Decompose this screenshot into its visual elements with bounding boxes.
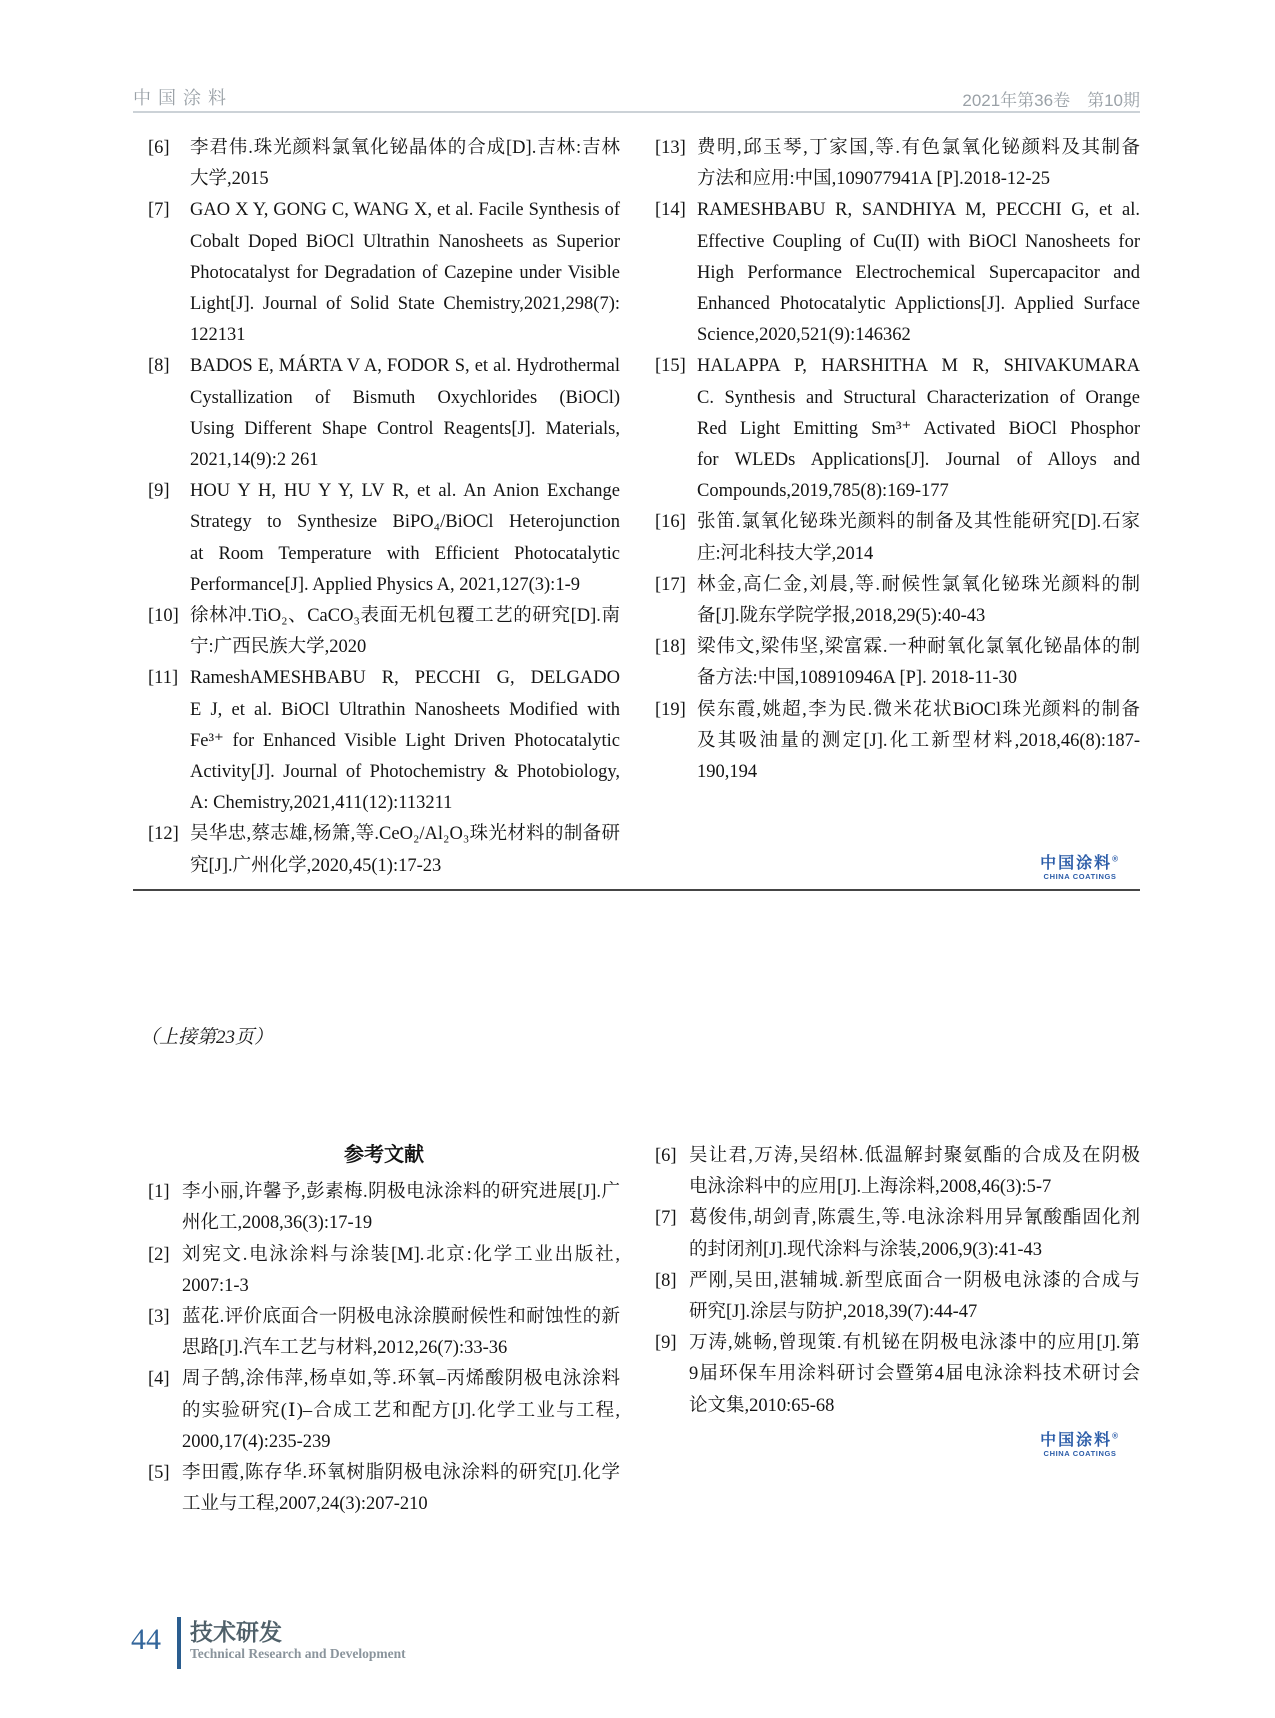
reference-line: 大学,2015 xyxy=(190,169,269,190)
reference-text xyxy=(190,601,620,663)
reference-line: HALAPPA P, HARSHITHA M R, SHIVAKUMARA xyxy=(697,356,1140,377)
reference-line: RAMESHBABU R, SANDHIYA M, PECCHI G, et al. xyxy=(697,200,1140,221)
reference-line: 备[J].陇东学院学报,2018,29(5):40-43 xyxy=(697,606,986,627)
reference-line: RameshAMESHBABU R, PECCHI G, DELGADO xyxy=(190,668,620,689)
reference-line: Performance[J]. Applied Physics A, 2021,127(3):1-9 xyxy=(190,574,580,595)
reference-line: 费明,邱玉琴,丁家国,等.有色氯氧化铋颜料及其制备 xyxy=(697,138,1140,158)
reference-item xyxy=(655,351,1140,507)
reference-line: Effective Coupling of Cu(II) with BiOCl Nanosheets for xyxy=(697,231,1140,252)
reference-number: [17] xyxy=(655,574,686,595)
reference-line: Photocatalyst for Degradation of Cazepine under Visible xyxy=(190,262,620,283)
reference-number: [7] xyxy=(655,1208,677,1229)
reference-line: 李小丽,许馨予,彭素梅.阴极电泳涂料的研究进展[J].广 xyxy=(182,1182,620,1203)
reference-line: Red Light Emitting Sm³⁺ Activated BiOCl Phosphor xyxy=(697,418,1140,439)
reference-item xyxy=(148,819,620,881)
reference-line: GAO X Y, GONG C, WANG X, et al. Facile Synthesis of xyxy=(190,200,620,221)
reference-line: A: Chemistry,2021,411(12):113211 xyxy=(190,793,453,814)
reference-line: BADOS E, MÁRTA V A, FODOR S, et al. Hydrothermal xyxy=(190,356,620,377)
reference-line: Activity[J]. Journal of Photochemistry & Photobiology, xyxy=(190,762,620,783)
reference-number: [9] xyxy=(655,1333,677,1354)
reference-number: [18] xyxy=(655,637,686,658)
reference-line: 刘宪文.电泳涂料与涂装[M].北京:化学工业出版社, xyxy=(182,1244,620,1265)
reference-number: [15] xyxy=(655,356,686,377)
reference-line: 侯东霞,姚超,李为民.微米花状BiOCl珠光颜料的制备 xyxy=(697,699,1140,720)
reference-text xyxy=(190,819,620,881)
china-coatings-logo xyxy=(1040,1432,1120,1458)
reference-line: HOU Y H, HU Y Y, LV R, et al. An Anion Exchange xyxy=(190,481,620,502)
reference-number: [8] xyxy=(655,1270,677,1291)
footer-section-subtitle: Technical Research and Development xyxy=(190,1646,406,1661)
reference-line: 宁:广西民族大学,2020 xyxy=(190,637,367,658)
reference-line: E J, et al. BiOCl Ultrathin Nanosheets Modified with xyxy=(190,699,620,720)
reference-number: [7] xyxy=(148,200,170,221)
references-list-bottom-left xyxy=(148,1177,620,1520)
reference-number: [6] xyxy=(655,1146,677,1166)
header-journal-name: 中国涂料 xyxy=(133,88,233,108)
reference-line: 及其吸油量的测定[J].化工新型材料,2018,46(8):187- xyxy=(697,730,1140,751)
references-column-bottom-left xyxy=(148,1140,620,1520)
reference-line: 的实验研究(Ⅰ)–合成工艺和配方[J].化学工业与工程, xyxy=(182,1400,620,1421)
reference-number: [5] xyxy=(148,1463,170,1484)
reference-line: 徐林冲.TiO₂、CaCO₃表面无机包覆工艺的研究[D].南 xyxy=(190,606,620,627)
reference-line: 蓝花.评价底面合一阴极电泳涂膜耐候性和耐蚀性的新 xyxy=(182,1307,620,1328)
article-divider-line xyxy=(133,889,1140,891)
reference-text xyxy=(182,1458,620,1520)
reference-text xyxy=(689,1328,1140,1422)
reference-item xyxy=(148,663,620,819)
reference-line: 庄:河北科技大学,2014 xyxy=(697,543,874,564)
reference-text xyxy=(190,195,620,351)
reference-item xyxy=(148,476,620,601)
reference-item xyxy=(655,1141,1140,1203)
reference-text xyxy=(182,1364,620,1458)
reference-text xyxy=(689,1141,1140,1203)
reference-item xyxy=(148,351,620,476)
reference-number: [9] xyxy=(148,481,170,502)
reference-line: 周子鹄,涂伟萍,杨卓如,等.环氧–丙烯酸阴极电泳涂料 xyxy=(182,1369,620,1390)
reference-line: Enhanced Photocatalytic Applictions[J]. Applied Surface xyxy=(697,294,1140,315)
reference-text xyxy=(190,133,620,195)
reference-line: 吴华忠,蔡志雄,杨箫,等.CeO₂/Al₂O₃珠光材料的制备研 xyxy=(190,824,620,845)
reference-line: Using Different Shape Control Reagents[J]. Materials, xyxy=(190,418,620,439)
reference-line: High Performance Electrochemical Supercapacitor and xyxy=(697,262,1140,283)
reference-line: 李君伟.珠光颜料氯氧化铋晶体的合成[D].吉林:吉林 xyxy=(190,138,620,158)
reference-line: 9届环保车用涂料研讨会暨第4届电泳涂料技术研讨会 xyxy=(689,1364,1140,1385)
references-column-top-right xyxy=(655,133,1140,788)
reference-line: 2021,14(9):2 261 xyxy=(190,450,319,471)
reference-line: 思路[J].汽车工艺与材料,2012,26(7):33-36 xyxy=(182,1338,508,1359)
logo-chinese-text: 中国涂料® xyxy=(1040,854,1120,872)
reference-item xyxy=(148,1302,620,1364)
logo-chinese-text: 中国涂料® xyxy=(1040,1431,1120,1449)
reference-item xyxy=(148,195,620,351)
reference-text xyxy=(697,695,1140,789)
reference-number: [10] xyxy=(148,606,179,627)
reference-line: Cystallization of Bismuth Oxychlorides (BiOCl) xyxy=(190,387,620,408)
footer-accent-bar xyxy=(177,1617,181,1669)
reference-number: [2] xyxy=(148,1244,170,1265)
reference-item xyxy=(148,1177,620,1239)
reference-line: Fe³⁺ for Enhanced Visible Light Driven Photocatalytic xyxy=(190,730,620,751)
reference-line: Light[J]. Journal of Solid State Chemistry,2021,298(7): xyxy=(190,294,620,315)
reference-line: 究[J].广州化学,2020,45(1):17-23 xyxy=(190,855,442,876)
reference-item xyxy=(148,1458,620,1520)
reference-line: 2000,17(4):235-239 xyxy=(182,1431,331,1452)
reference-line: Compounds,2019,785(8):169-177 xyxy=(697,481,949,502)
references-column-top-left xyxy=(148,133,620,882)
reference-number: [1] xyxy=(148,1182,170,1203)
registered-trademark-icon: ® xyxy=(1112,854,1120,864)
reference-line: 2007:1-3 xyxy=(182,1275,249,1296)
reference-text xyxy=(697,195,1140,351)
reference-item xyxy=(655,695,1140,789)
reference-text xyxy=(190,351,620,476)
reference-item xyxy=(655,570,1140,632)
reference-line: Strategy to Synthesize BiPO₄/BiOCl Heterojunction xyxy=(190,512,620,533)
reference-line: 州化工,2008,36(3):17-19 xyxy=(182,1213,373,1234)
reference-line: at Room Temperature with Efficient Photocatalytic xyxy=(190,543,620,564)
logo-english-text: CHINA COATINGS xyxy=(1043,1448,1117,1458)
reference-text xyxy=(182,1240,620,1302)
references-column-bottom-right xyxy=(655,1141,1140,1422)
reference-number: [11] xyxy=(148,668,179,689)
reference-line: 张笛.氯氧化铋珠光颜料的制备及其性能研究[D].石家 xyxy=(697,512,1140,533)
continued-from-note: （上接第23页） xyxy=(140,1027,274,1048)
reference-number: [13] xyxy=(655,138,686,158)
header-issue-info: 2021年第36卷 第10期 xyxy=(962,91,1140,110)
reference-text xyxy=(697,570,1140,632)
reference-line: 的封闭剂[J].现代涂料与涂装,2006,9(3):41-43 xyxy=(689,1239,1043,1260)
reference-number: [4] xyxy=(148,1369,170,1390)
reference-line: C. Synthesis and Structural Characterization of Orange xyxy=(697,387,1140,408)
reference-line: for WLEDs Applications[J]. Journal of Alloys and xyxy=(697,450,1140,471)
registered-trademark-icon: ® xyxy=(1112,1431,1120,1441)
reference-line: 备方法:中国,108910946A [P]. 2018-11-30 xyxy=(697,668,1017,689)
reference-number: [6] xyxy=(148,138,170,158)
reference-number: [12] xyxy=(148,824,179,845)
reference-text xyxy=(689,1266,1140,1328)
reference-number: [8] xyxy=(148,356,170,377)
reference-text xyxy=(182,1302,620,1364)
reference-number: [16] xyxy=(655,512,686,533)
reference-item xyxy=(655,507,1140,569)
reference-line: 严刚,吴田,湛辅城.新型底面合一阴极电泳漆的合成与 xyxy=(689,1270,1140,1291)
reference-number: [19] xyxy=(655,699,686,720)
reference-text xyxy=(190,663,620,819)
reference-line: 葛俊伟,胡剑青,陈震生,等.电泳涂料用异氰酸酯固化剂 xyxy=(689,1208,1140,1229)
reference-text xyxy=(697,351,1140,507)
reference-item xyxy=(148,601,620,663)
reference-item xyxy=(148,1240,620,1302)
reference-line: Science,2020,521(9):146362 xyxy=(697,325,911,346)
china-coatings-logo xyxy=(1040,855,1120,881)
reference-number: [14] xyxy=(655,200,686,221)
footer-section-title: 技术研发 xyxy=(190,1619,282,1645)
reference-line: 电泳涂料中的应用[J].上海涂料,2008,46(3):5-7 xyxy=(689,1177,1052,1198)
reference-line: 工业与工程,2007,24(3):207-210 xyxy=(182,1494,428,1515)
reference-line: 122131 xyxy=(190,325,246,346)
reference-line: 研究[J].涂层与防护,2018,39(7):44-47 xyxy=(689,1302,978,1323)
reference-line: 梁伟文,梁伟坚,梁富霖.一种耐氧化氯氧化铋晶体的制 xyxy=(697,637,1140,658)
reference-number: [3] xyxy=(148,1307,170,1328)
reference-line: 论文集,2010:65-68 xyxy=(689,1395,835,1416)
reference-line: 林金,高仁金,刘晨,等.耐候性氯氧化铋珠光颜料的制 xyxy=(697,574,1140,595)
reference-line: 李田霞,陈存华.环氧树脂阴极电泳涂料的研究[J].化学 xyxy=(182,1463,620,1484)
reference-text xyxy=(697,133,1140,195)
reference-line: 吴让君,万涛,吴绍林.低温解封聚氨酯的合成及在阴极 xyxy=(689,1146,1140,1166)
reference-text xyxy=(190,476,620,601)
reference-line: 万涛,姚畅,曾现策.有机铋在阴极电泳漆中的应用[J].第 xyxy=(689,1333,1140,1354)
reference-line: 方法和应用:中国,109077941A [P].2018-12-25 xyxy=(697,169,1051,190)
reference-item xyxy=(148,1364,620,1458)
references-heading: 参考文献 xyxy=(344,1144,424,1166)
logo-english-text: CHINA COATINGS xyxy=(1043,871,1117,881)
reference-item xyxy=(655,1203,1140,1265)
header-divider-line xyxy=(133,111,1140,113)
reference-item xyxy=(655,195,1140,351)
reference-text xyxy=(697,632,1140,694)
reference-text xyxy=(182,1177,620,1239)
reference-text xyxy=(697,507,1140,569)
reference-line: 190,194 xyxy=(697,762,758,783)
page-number: 44 xyxy=(131,1623,161,1656)
reference-line: Cobalt Doped BiOCl Ultrathin Nanosheets as Superior xyxy=(190,231,620,252)
reference-item xyxy=(655,1328,1140,1422)
reference-item xyxy=(655,1266,1140,1328)
reference-item xyxy=(655,133,1140,195)
reference-item xyxy=(148,133,620,195)
reference-text xyxy=(689,1203,1140,1265)
reference-item xyxy=(655,632,1140,694)
